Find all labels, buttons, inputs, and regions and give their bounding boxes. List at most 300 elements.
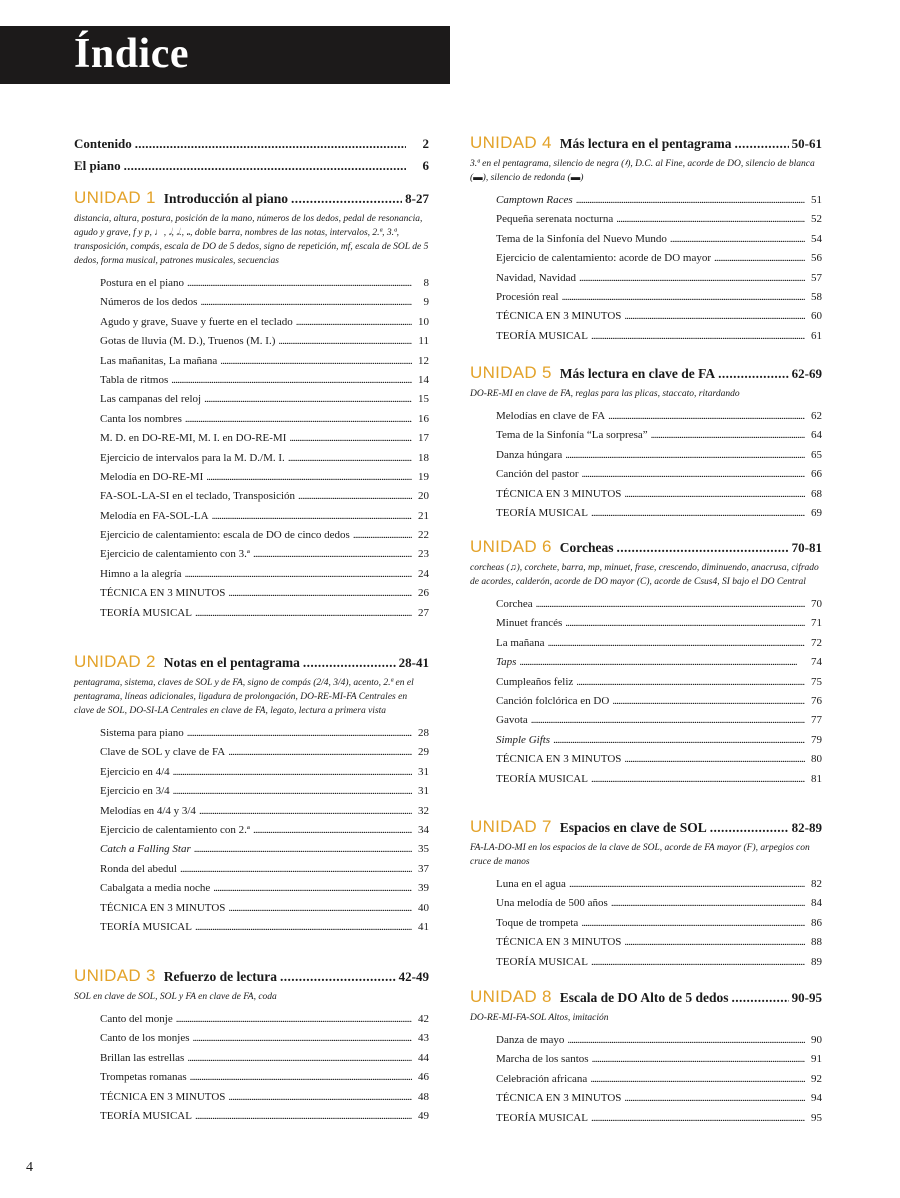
toc-entry[interactable] [100, 1068, 429, 1087]
toc-entry[interactable] [496, 1089, 822, 1108]
leader-dots [624, 933, 805, 952]
entry-label: M. D. en DO-RE-MI, M. I. en DO-RE-MI [100, 432, 287, 445]
unit-title: Más lectura en clave de FA [559, 366, 716, 381]
entry-page: 61 [811, 329, 822, 342]
entry-page: 48 [418, 1090, 429, 1103]
entry-page: 86 [811, 916, 822, 929]
toc-entry[interactable] [100, 1029, 429, 1048]
entry-page: 15 [418, 393, 429, 406]
toc-entry[interactable] [100, 293, 429, 312]
entry-label: Melodía en FA-SOL-LA [100, 509, 209, 522]
leader-dots [199, 802, 412, 821]
leader-dots [718, 362, 789, 386]
entry-page: 76 [811, 694, 822, 707]
entry-label: TEORÍA MUSICAL [496, 1111, 588, 1124]
entry-label: Canto del monje [100, 1013, 173, 1025]
leader-dots [611, 894, 805, 913]
entry-label: TEORÍA MUSICAL [496, 772, 588, 785]
toc-entry[interactable] [100, 507, 429, 526]
leader-dots [289, 429, 412, 448]
unit-section-3 [74, 964, 429, 1126]
toc-entry[interactable] [496, 1050, 822, 1069]
toc-entry[interactable] [496, 711, 822, 730]
entry-page: 94 [811, 1092, 822, 1105]
entry-label: TÉCNICA EN 3 MINUTOS [496, 487, 622, 500]
entry-label: Danza de mayo [496, 1034, 565, 1046]
entry-page: 74 [811, 656, 822, 669]
toc-entry[interactable] [100, 763, 429, 782]
top-entries [74, 133, 429, 177]
toc-entry[interactable] [496, 1109, 822, 1128]
leader-dots [220, 352, 412, 371]
entry-label: Melodías en 4/4 y 3/4 [100, 804, 196, 817]
unit-label: UNIDAD 4 [470, 133, 552, 152]
leader-dots [213, 879, 412, 898]
entry-page: 19 [418, 470, 429, 483]
entry-label: Simple Gifts [496, 733, 551, 746]
leader-dots [298, 487, 412, 506]
entry-page: 20 [418, 490, 429, 503]
entry-page: 16 [418, 412, 429, 425]
entry-label: Toque de trompeta [496, 916, 579, 929]
unit-pages: 28-41 [398, 655, 429, 670]
toc-entry[interactable] [496, 634, 822, 653]
unit-section-2 [74, 650, 429, 937]
unit-pages: 70-81 [791, 540, 822, 555]
entry-label: TEORÍA MUSICAL [496, 506, 588, 519]
toc-entry[interactable] [100, 371, 429, 390]
toc-entry[interactable] [496, 933, 822, 952]
unit-label: UNIDAD 8 [470, 987, 552, 1006]
unit-description: DO-RE-MI-FA-SOL Altos, imitación [470, 1013, 609, 1023]
entry-page: 60 [811, 310, 822, 323]
toc-entry[interactable] [496, 692, 822, 711]
toc-entry[interactable] [100, 860, 429, 879]
leader-dots [576, 191, 805, 210]
leader-dots [173, 782, 412, 801]
unit-entries [496, 875, 822, 972]
toc-entry[interactable] [100, 410, 429, 429]
entry-page: 27 [418, 606, 429, 619]
leader-dots [617, 536, 789, 560]
leader-dots [579, 269, 805, 288]
unit-description: corcheas (♫), corchete, barra, mp, minuet, frase, crescendo, diminuendo, anacrusa, cifrado de acordes, calderón, acorde de DO mayor (C), acorde de Csus4, SI bajo el DO Central [470, 563, 819, 587]
unit-heading[interactable] [470, 535, 822, 559]
toc-entry[interactable] [496, 269, 822, 288]
entry-label: Camptown Races [496, 194, 573, 206]
entry-label: Himno a la alegría [100, 567, 182, 580]
unit-title: Espacios en clave de SOL [559, 820, 707, 835]
entry-page: 68 [811, 487, 822, 500]
leader-dots [206, 468, 412, 487]
unit-entries [100, 724, 429, 937]
leader-dots [734, 132, 788, 156]
entry-label: Ejercicio en 3/4 [100, 785, 170, 798]
entry-label: Gotas de lluvia (M. D.), Truenos (M. I.) [100, 335, 276, 348]
entry-page: 31 [418, 765, 429, 778]
toc-entry[interactable] [496, 191, 822, 210]
leader-dots [624, 1089, 805, 1108]
leader-dots [590, 1070, 805, 1089]
entry-label: Canto de los monjes [100, 1032, 190, 1045]
toc-entry[interactable] [496, 894, 822, 913]
toc-entry[interactable] [496, 731, 822, 750]
leader-dots [531, 711, 805, 730]
entry-label: Una melodía de 500 años [496, 897, 608, 910]
unit-description: 3.ª en el pentagrama, silencio de negra (𝄽), D.C. al Fine, acorde de DO, silencio de blanca (▬), silencio de redonda (▬) [470, 159, 815, 183]
leader-dots [569, 875, 805, 894]
toc-entry[interactable] [496, 614, 822, 633]
leader-dots [553, 731, 805, 750]
leader-dots [567, 1031, 805, 1050]
entry-page: 72 [811, 636, 822, 649]
entry-label: Navidad, Navidad [496, 271, 577, 284]
unit-section-6 [470, 535, 822, 789]
entry-page: 58 [811, 290, 822, 303]
leader-dots [193, 1029, 412, 1048]
unit-label: UNIDAD 1 [74, 188, 156, 207]
entry-label: TEORÍA MUSICAL [496, 329, 588, 342]
leader-dots [548, 634, 805, 653]
entry-label: TÉCNICA EN 3 MINUTOS [496, 310, 622, 323]
toc-entry[interactable] [496, 230, 822, 249]
toc-entry[interactable] [100, 918, 429, 937]
leader-dots [710, 816, 789, 840]
leader-dots [608, 407, 805, 426]
entry-label: Ejercicio en 4/4 [100, 765, 170, 778]
leader-dots [519, 653, 805, 672]
unit-title: Más lectura en el pentagrama [559, 136, 732, 151]
entry-label: TÉCNICA EN 3 MINUTOS [496, 1092, 622, 1105]
toc-entry[interactable]: El piano . . . 6 [74, 155, 429, 177]
unit-section-7 [470, 815, 822, 972]
entry-page: 23 [418, 548, 429, 561]
leader-dots [173, 763, 412, 782]
entry-page: 40 [418, 901, 429, 914]
unit-heading[interactable] [74, 650, 429, 674]
toc-entry[interactable] [496, 426, 822, 445]
unit-pages: 8-27 [405, 191, 429, 206]
entry-page: 95 [811, 1111, 822, 1124]
entry-label: TÉCNICA EN 3 MINUTOS [100, 901, 226, 914]
toc-entry[interactable] [100, 449, 429, 468]
unit-section-5 [470, 361, 822, 523]
leader-dots [185, 410, 412, 429]
entry-page: 84 [811, 897, 822, 910]
leader-dots [212, 507, 412, 526]
unit-pages: 82-89 [791, 820, 822, 835]
toc-entry[interactable] [100, 584, 429, 603]
entry-label: TEORÍA MUSICAL [100, 606, 192, 619]
leader-dots [536, 595, 805, 614]
toc-entry[interactable] [496, 1070, 822, 1089]
entry-label: TEORÍA MUSICAL [100, 920, 192, 933]
entry-page: 69 [811, 506, 822, 519]
unit-entries [100, 1010, 429, 1126]
unit-heading[interactable] [470, 131, 822, 155]
entry-page: 26 [418, 587, 429, 600]
entry-page: 11 [418, 335, 429, 348]
entry-page: 75 [811, 675, 822, 688]
toc-entry[interactable] [100, 468, 429, 487]
unit-title: Introducción al piano [163, 191, 289, 206]
unit-heading[interactable] [74, 964, 429, 988]
leader-dots [565, 614, 805, 633]
leader-dots [624, 750, 805, 769]
entry-label: Corchea [496, 598, 533, 610]
toc-entry[interactable] [100, 526, 429, 545]
unit-heading[interactable] [74, 186, 429, 210]
leader-dots [581, 465, 805, 484]
leader-dots [616, 210, 805, 229]
leader-dots [591, 953, 805, 972]
title-banner [0, 26, 450, 84]
leader-dots [204, 390, 412, 409]
entry-page: 14 [418, 373, 429, 386]
entry-label: TEORÍA MUSICAL [100, 1109, 192, 1122]
leader-dots [187, 1049, 412, 1068]
entry-page: 54 [811, 232, 822, 245]
leader-dots [624, 485, 805, 504]
unit-entries [496, 1031, 822, 1128]
leader-dots [296, 313, 412, 332]
leader-dots [124, 155, 406, 177]
entry-label: Tabla de ritmos [100, 373, 169, 386]
leader-dots [591, 1109, 805, 1128]
toc-entry[interactable] [496, 1031, 822, 1050]
entry-page: 32 [418, 804, 429, 817]
entry-page: 52 [811, 213, 822, 226]
entry-page: 77 [811, 714, 822, 727]
entry-label: Las campanas del reloj [100, 393, 202, 406]
entry-label: Las mañanitas, La mañana [100, 354, 218, 367]
unit-title: Corcheas [559, 540, 614, 555]
leader-dots [576, 673, 805, 692]
leader-dots [194, 840, 412, 859]
entry-page: 22 [418, 529, 429, 542]
toc-entry[interactable] [100, 390, 429, 409]
toc-entry[interactable] [496, 875, 822, 894]
toc-entry[interactable] [496, 953, 822, 972]
entry-label: Canción folclórica en DO [496, 694, 610, 707]
toc-entry[interactable] [496, 914, 822, 933]
entry-page: 91 [811, 1053, 822, 1066]
leader-dots [291, 187, 402, 211]
toc-entry[interactable] [496, 485, 822, 504]
toc-entry[interactable] [496, 750, 822, 769]
entry-page: 92 [811, 1072, 822, 1085]
leader-dots [228, 1088, 412, 1107]
toc-entry[interactable] [100, 332, 429, 351]
leader-dots [670, 230, 805, 249]
leader-dots [176, 1010, 412, 1029]
entry-label: Melodías en clave de FA [496, 410, 606, 422]
toc-entry[interactable] [496, 446, 822, 465]
entry-label: Ejercicio de calentamiento con 3.ª [100, 548, 250, 561]
toc-entry[interactable] [100, 487, 429, 506]
leader-dots [195, 604, 412, 623]
toc-entry[interactable] [496, 407, 822, 426]
leader-dots [253, 545, 412, 564]
entry-label: Danza húngara [496, 448, 563, 461]
leader-dots [732, 986, 789, 1010]
leader-dots [253, 821, 412, 840]
unit-section-1 [74, 186, 429, 623]
toc-entry[interactable] [496, 653, 822, 672]
toc-entry[interactable] [100, 1088, 429, 1107]
leader-dots [228, 899, 412, 918]
toc-entry[interactable] [496, 210, 822, 229]
toc-entry[interactable] [100, 1107, 429, 1126]
unit-description: FA-LA-DO-MI en los espacios de la clave de SOL, acorde de FA mayor (F), arpegios con cruce de manos [470, 843, 810, 867]
toc-entry[interactable] [100, 1010, 429, 1029]
toc-entry[interactable] [496, 327, 822, 346]
leader-dots [288, 449, 412, 468]
toc-entry[interactable] [100, 724, 429, 743]
leader-dots [135, 133, 406, 155]
leader-dots [581, 914, 805, 933]
leader-dots [591, 504, 805, 523]
toc-entry[interactable]: Contenido . . . 2 [74, 133, 429, 155]
entry-label: Pequeña serenata nocturna [496, 213, 614, 226]
toc-entry[interactable] [100, 565, 429, 584]
toc-entry[interactable] [100, 429, 429, 448]
unit-label: UNIDAD 5 [470, 363, 552, 382]
toc-entry[interactable] [100, 604, 429, 623]
unit-heading[interactable] [470, 815, 822, 839]
entry-page: 57 [811, 271, 822, 284]
leader-dots [624, 307, 805, 326]
toc-entry[interactable] [100, 545, 429, 564]
unit-section-8 [470, 985, 822, 1128]
entry-page: 70 [811, 598, 822, 610]
entry-page: 35 [418, 843, 429, 856]
unit-label: UNIDAD 6 [470, 537, 552, 556]
leader-dots [190, 1068, 412, 1087]
entry-page: 37 [418, 862, 429, 875]
leader-dots [228, 743, 412, 762]
toc-entry[interactable] [100, 899, 429, 918]
unit-description: DO-RE-MI en clave de FA, reglas para las plicas, staccato, ritardando [470, 389, 740, 399]
entry-label: TEORÍA MUSICAL [496, 955, 588, 968]
entry-label: Clave de SOL y clave de FA [100, 746, 226, 759]
toc-entry[interactable] [100, 352, 429, 371]
unit-description: pentagrama, sistema, claves de SOL y de FA, signo de compás (2/4, 3/4), acento, 2.ª en el pentagrama, líneas adicionales, ligadura de prolongación, DO-RE-MI-FA Centrales en clave de SOL, DO-SI-LA Centrales en clave de FA, legato, lectura a primera vista [74, 678, 414, 716]
leader-dots [591, 327, 805, 346]
unit-pages: 62-69 [791, 366, 822, 381]
entry-label: Ronda del abedul [100, 862, 177, 875]
entry-page: 79 [811, 733, 822, 746]
entry-page: 29 [418, 746, 429, 759]
unit-title: Escala de DO Alto de 5 dedos [559, 990, 729, 1005]
leader-dots [714, 249, 805, 268]
entry-page: 46 [418, 1071, 429, 1084]
unit-title: Refuerzo de lectura [163, 969, 277, 984]
leader-dots [228, 584, 412, 603]
entry-label: FA-SOL-LA-SI en el teclado, Transposición [100, 490, 296, 503]
entry-page: 90 [811, 1034, 822, 1046]
toc-entry[interactable] [496, 288, 822, 307]
toc-entry[interactable] [496, 307, 822, 326]
toc-entry[interactable] [100, 274, 429, 293]
unit-description: SOL en clave de SOL, SOL y FA en clave de FA, coda [74, 992, 277, 1002]
page-title: Índice [74, 31, 190, 77]
toc-entry[interactable] [100, 802, 429, 821]
leader-dots [353, 526, 412, 545]
toc-entry[interactable] [100, 743, 429, 762]
entry-page: 71 [811, 617, 822, 630]
entry-page: 28 [418, 727, 429, 739]
leader-dots [185, 565, 412, 584]
entry-page: 31 [418, 785, 429, 798]
toc-entry[interactable] [496, 595, 822, 614]
toc-entry[interactable] [496, 249, 822, 268]
entry-page: 9 [423, 296, 429, 309]
entry-page: 44 [418, 1051, 429, 1064]
entry-page: 82 [811, 878, 822, 890]
toc-entry[interactable] [496, 673, 822, 692]
toc-entry[interactable] [100, 1049, 429, 1068]
leader-dots [187, 274, 412, 293]
entry-label: TÉCNICA EN 3 MINUTOS [100, 1090, 226, 1103]
unit-pages: 42-49 [398, 969, 429, 984]
entry-page: 10 [418, 315, 429, 328]
leader-dots [280, 965, 396, 989]
entry-label: Agudo y grave, Suave y fuerte en el teclado [100, 315, 293, 328]
entry-label: TÉCNICA EN 3 MINUTOS [496, 753, 622, 766]
entry-label: Canta los nombres [100, 412, 182, 425]
entry-label: Cabalgata a media noche [100, 882, 211, 895]
unit-heading[interactable] [470, 361, 822, 385]
entry-label: Postura en el piano [100, 277, 185, 289]
entry-page: 12 [418, 354, 429, 367]
unit-entries [496, 407, 822, 523]
entry-page: 39 [418, 882, 429, 895]
toc-entry[interactable] [100, 821, 429, 840]
toc-entry[interactable] [100, 879, 429, 898]
entry-label: Ejercicio de calentamiento: escala de DO de cinco dedos [100, 529, 350, 542]
entry-page: 64 [811, 429, 822, 442]
leader-dots [171, 371, 412, 390]
entry-label: Tema de la Sinfonía “La sorpresa” [496, 429, 648, 442]
entry-label: Ejercicio de calentamiento: acorde de DO mayor [496, 252, 712, 265]
entry-label: Cumpleaños feliz [496, 675, 574, 688]
entry-label: Procesión real [496, 290, 559, 303]
unit-heading[interactable] [470, 985, 822, 1009]
toc-entry[interactable] [496, 465, 822, 484]
toc-entry[interactable] [100, 782, 429, 801]
entry-label: TÉCNICA EN 3 MINUTOS [496, 936, 622, 949]
toc-entry[interactable] [100, 313, 429, 332]
entry-label: Ejercicio de intervalos para la M. D./M. I. [100, 451, 285, 464]
leader-dots [651, 426, 805, 445]
toc-entry[interactable] [496, 504, 822, 523]
leader-dots [200, 293, 412, 312]
entry-label: Catch a Falling Star [100, 843, 191, 856]
unit-entries [496, 191, 822, 346]
entry-page: 66 [811, 468, 822, 481]
entry-label: Celebración africana [496, 1072, 588, 1085]
toc-entry[interactable] [496, 770, 822, 789]
leader-dots [591, 770, 805, 789]
toc-entry[interactable] [100, 840, 429, 859]
entry-label: Tema de la Sinfonía del Nuevo Mundo [496, 232, 667, 245]
entry-page: 62 [811, 410, 822, 422]
leader-dots [195, 918, 412, 937]
entry-page: 43 [418, 1032, 429, 1045]
entry-page: 34 [418, 823, 429, 836]
entry-label: Trompetas romanas [100, 1071, 187, 1084]
